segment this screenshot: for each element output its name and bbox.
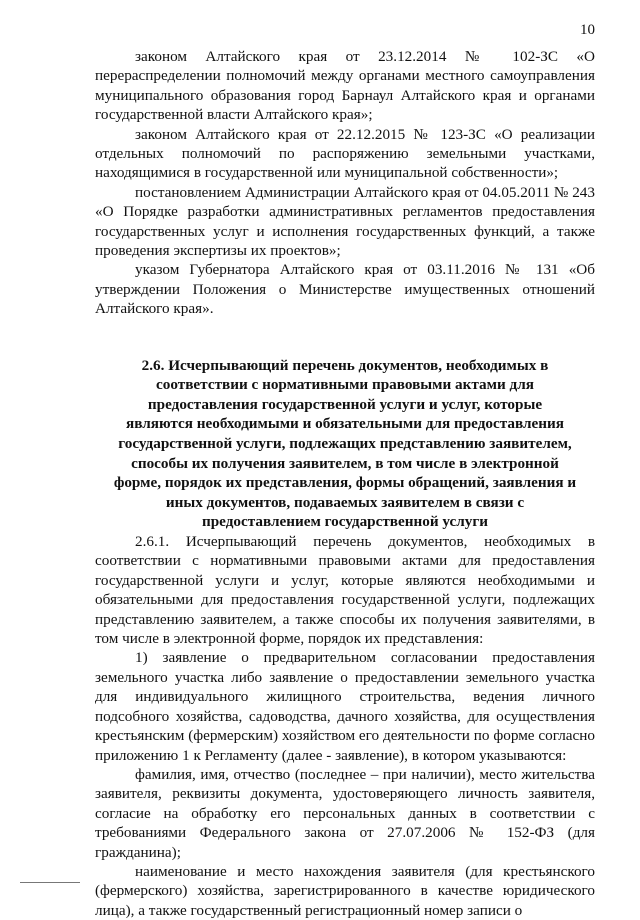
paragraph-decree-131: указом Губернатора Алтайского края от 03.11.2016 № 131 «Об утверждении Положения о Министерстве имущественных отношений Алтайского края».	[95, 261, 595, 318]
paragraph-law-102zs: законом Алтайского края от 23.12.2014 № 102-ЗС «О перераспределении полномочий между органами местного самоуправления муниципального образования город Барнаул Алтайского края и органами государственной власти Алтайского края»;	[95, 48, 595, 124]
section-heading-2-6: 2.6. Исчерпывающий перечень документов, необходимых в соответствии с нормативными правовыми актами для предоставления государственной услуги и услуг, которые являются необходимыми и обязательными для предоставления государственной услуги, подлежащих представлению заявителем, способы их получения заявителем, в том числе в электронной форме, порядок их представления, формы обращений, заявления и иных документов, подаваемых заявителем в связи с предоставлением государственной услуги	[113, 356, 577, 531]
paragraph-citizen-details: фамилия, имя, отчество (последнее – при наличии), место жительства заявителя, реквизиты документа, удостоверяющего личность заявителя, согласие на обработку его персональных данных в соответствии с требованиями Федерального закона от 27.07.2006 № 152-ФЗ (для гражданина);	[95, 765, 595, 861]
paragraph-item-1: 1) заявление о предварительном согласовании предоставления земельного участка либо заявление о предоставлении земельного участка для индивидуального жилищного строительства, ведения личного подсобного хозяйства, садоводства, дачного хозяйства, для осуществления крестьянским (фермерским) хозяйством его деятельности по форме согласно приложению 1 к Регламенту (далее - заявление), в котором указываются:	[95, 649, 595, 764]
footer-rule	[20, 882, 80, 883]
paragraph-farm-details: наименование и место нахождения заявителя (для крестьянского (фермерского) хозяйства, зарегистрированного в качестве юридического лица), а также государственный регистрационный номер записи о	[95, 862, 595, 919]
paragraph-law-123zs: законом Алтайского края от 22.12.2015 № 123-ЗС «О реализации отдельных полномочий по распоряжению земельными участками, находящимися в государственной или муниципальной собственности»;	[95, 125, 595, 182]
paragraph-2-6-1: 2.6.1. Исчерпывающий перечень документов, необходимых в соответствии с нормативными правовыми актами для предоставления государственной услуги и услуг, которые являются необходимыми и обязательными для предоставления государственной услуги, подлежащих представлению заявителем, а также способы их получения заявителями, в том числе в электронной форме, порядок их представления:	[95, 533, 595, 648]
page-number: 10	[580, 22, 595, 38]
document-body	[95, 47, 595, 920]
paragraph-resolution-243: постановлением Администрации Алтайского края от 04.05.2011 № 243 «О Порядке разработки административных регламентов предоставления государственных услуг и исполнения государственных функций, а также проведения экспертизы их проектов»;	[95, 183, 595, 260]
